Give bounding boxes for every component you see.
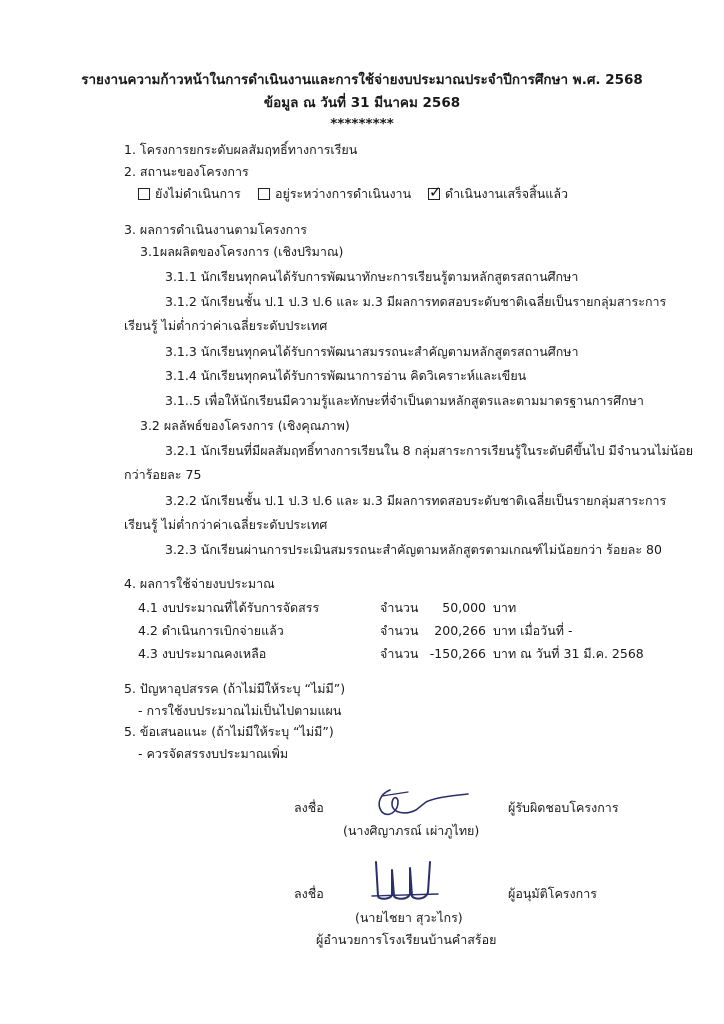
checkbox-completed-checked[interactable] bbox=[428, 188, 440, 200]
problem-item: - การใช้งบประมาณไม่เป็นไปตามแผน bbox=[138, 703, 342, 718]
output-heading: 3.1ผลผลิตของโครงการ (เชิงปริมาณ) bbox=[140, 244, 344, 259]
approver-name: (นายไชยา สุวะไกร) bbox=[355, 910, 463, 925]
signature-2-image bbox=[368, 856, 448, 904]
outcome-item-3-2-2: 3.2.2 นักเรียนชั้น ป.1 ป.3 ป.6 และ ม.3 มีผลการทดสอบระดับชาติเฉลี่ยเป็นรายกลุ่มสาระการ bbox=[165, 493, 667, 508]
budget-row-amount-label: จำนวน bbox=[380, 646, 419, 661]
output-item-3-1-3: 3.1.3 นักเรียนทุกคนได้รับการพัฒนาสมรรถนะสำคัญตามหลักสูตรสถานศึกษา bbox=[165, 344, 579, 359]
outcome-item-3-2-1-cont: กว่าร้อยละ 75 bbox=[124, 467, 202, 482]
status-option-not-started[interactable]: ยังไม่ดำเนินการ bbox=[138, 186, 241, 201]
section-2-heading: 2. สถานะของโครงการ bbox=[124, 164, 249, 179]
signature-1-image bbox=[368, 782, 478, 826]
status-option-completed[interactable]: ✓ ดำเนินงานเสร็จสิ้นแล้ว bbox=[428, 186, 568, 201]
report-title: รายงานความก้าวหน้าในการดำเนินงานและการใช้จ่ายงบประมาณประจำปีการศึกษา พ.ศ. 2568 bbox=[81, 72, 643, 88]
sign-label-1: ลงชื่อ bbox=[294, 800, 324, 815]
section-6-heading: 5. ข้อเสนอแนะ (ถ้าไม่มีให้ระบุ “ไม่มี”) bbox=[124, 724, 334, 739]
section-4-heading: 4. ผลการใช้จ่ายงบประมาณ bbox=[124, 576, 275, 591]
role-responsible: ผู้รับผิดชอบโครงการ bbox=[508, 800, 619, 815]
report-date: ข้อมูล ณ วันที่ 31 มีนาคม 2568 bbox=[263, 95, 461, 111]
outcome-item-3-2-3: 3.2.3 นักเรียนผ่านการประเมินสมรรถนะสำคัญตามหลักสูตรตามเกณฑ์ไม่น้อยกว่า ร้อยละ 80 bbox=[165, 542, 662, 557]
budget-row-tail: บาท ณ วันที่ 31 มี.ค. 2568 bbox=[493, 646, 644, 661]
section-1-project: 1. โครงการยกระดับผลสัมฤทธิ์ทางการเรียน bbox=[124, 142, 358, 157]
outcome-item-3-2-2-cont: เรียนรู้ ไม่ต่ำกว่าค่าเฉลี่ยระดับประเทศ bbox=[124, 517, 328, 532]
output-item-3-1-2-cont: เรียนรู้ ไม่ต่ำกว่าค่าเฉลี่ยระดับประเทศ bbox=[124, 318, 328, 333]
approver-position: ผู้อำนวยการโรงเรียนบ้านคำสร้อย bbox=[316, 932, 497, 947]
budget-row-amount-label: จำนวน bbox=[380, 600, 419, 615]
checkbox-in-progress[interactable] bbox=[258, 188, 270, 200]
budget-row-amount: 50,000 bbox=[442, 600, 486, 615]
budget-row-label: 4.1 งบประมาณที่ได้รับการจัดสรร bbox=[138, 600, 320, 615]
budget-row-amount: 200,266 bbox=[434, 623, 486, 638]
budget-row-tail: บาท เมื่อวันที่ - bbox=[493, 623, 573, 638]
budget-row-label: 4.3 งบประมาณคงเหลือ bbox=[138, 646, 267, 661]
output-item-3-1-1: 3.1.1 นักเรียนทุกคนได้รับการพัฒนาทักษะการเรียนรู้ตามหลักสูตรสถานศึกษา bbox=[165, 269, 579, 284]
separator-stars: ********* bbox=[330, 116, 394, 132]
checkbox-not-started[interactable] bbox=[138, 188, 150, 200]
suggestion-item: - ควรจัดสรรงบประมาณเพิ่ม bbox=[138, 746, 289, 761]
budget-row-tail: บาท bbox=[493, 600, 517, 615]
section-5-heading: 5. ปัญหาอุปสรรค (ถ้าไม่มีให้ระบุ “ไม่มี”) bbox=[124, 681, 346, 696]
sign-label-2: ลงชื่อ bbox=[294, 886, 324, 901]
output-item-3-1-4: 3.1.4 นักเรียนทุกคนได้รับการพัฒนาการอ่าน คิดวิเคราะห์และเขียน bbox=[165, 368, 527, 383]
section-3-heading: 3. ผลการดำเนินงานตามโครงการ bbox=[124, 222, 307, 237]
budget-row-amount: -150,266 bbox=[429, 646, 486, 661]
role-approver: ผู้อนุมัติโครงการ bbox=[508, 886, 597, 901]
outcome-heading: 3.2 ผลลัพธ์ของโครงการ (เชิงคุณภาพ) bbox=[140, 418, 350, 433]
outcome-item-3-2-1: 3.2.1 นักเรียนที่มีผลสัมฤทธิ์ทางการเรียนใน 8 กลุ่มสาระการเรียนรู้ในระดับดีขึ้นไป มีจำนวนไม่น้อย bbox=[165, 443, 694, 458]
budget-row-amount-label: จำนวน bbox=[380, 623, 419, 638]
output-item-3-1-5: 3.1..5 เพื่อให้นักเรียนมีความรู้และทักษะที่จำเป็นตามหลักสูตรและตามมาตรฐานการศึกษา bbox=[165, 393, 644, 408]
budget-row-label: 4.2 ดำเนินการเบิกจ่ายแล้ว bbox=[138, 623, 284, 638]
output-item-3-1-2: 3.1.2 นักเรียนชั้น ป.1 ป.3 ป.6 และ ม.3 มีผลการทดสอบระดับชาติเฉลี่ยเป็นรายกลุ่มสาระการ bbox=[165, 294, 667, 309]
status-option-in-progress[interactable]: อยู่ระหว่างการดำเนินงาน bbox=[258, 186, 411, 201]
responsible-name: (นางศิญาภรณ์ เผ่าภูไทย) bbox=[343, 823, 480, 838]
